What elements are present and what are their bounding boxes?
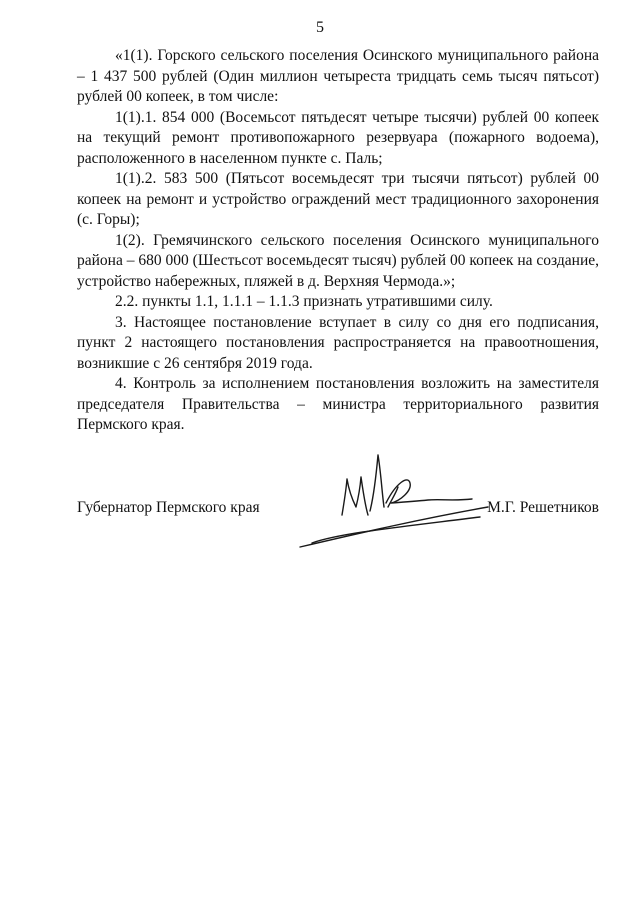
- page-number: 5: [316, 19, 324, 36]
- paragraph-item-1-1-1: 1(1).1. 854 000 (Восемьсот пятьдесят четыре тысячи) рублей 00 копеек на текущий ремонт противопожарного резервуара (пожарного водоема), расположенного в населенном пункте с. Паль;: [77, 108, 599, 167]
- paragraph-item-2-2: 2.2. пункты 1.1, 1.1.1 – 1.1.3 признать утратившими силу.: [115, 293, 493, 310]
- paragraph-gorskoe-settlement: «1(1). Горского сельского поселения Осинского муниципального района – 1 437 500 рублей (Один миллион четыреста тридцать семь тысяч пятьсот) рублей 00 копеек, в том числе:: [77, 47, 599, 105]
- governor-title: Губернатор Пермского края: [77, 499, 260, 516]
- governor-name: М.Г. Решетников: [487, 499, 599, 516]
- signature-block: [77, 445, 599, 565]
- paragraph-item-4: 4. Контроль за исполнением постановления возложить на заместителя председателя Правительства – министра территориального развития Пермского края.: [77, 375, 599, 433]
- paragraph-gremyachinskoe-settlement: 1(2). Гремячинского сельского поселения Осинского муниципального района – 680 000 (Шестьсот восемьдесят тысяч) рублей 00 копеек на создание, устройство набережных, пляжей в д. Верхняя Чермода.»;: [77, 231, 599, 290]
- paragraph-item-3: 3. Настоящее постановление вступает в силу со дня его подписания, пункт 2 настоящего постановления распространяется на правоотношения, возникшие с 26 сентября 2019 года.: [77, 313, 599, 372]
- handwritten-signature: [250, 445, 510, 555]
- paragraph-item-1-1-2: 1(1).2. 583 500 (Пятьсот восемьдесят три тысячи пятьсот) рублей 00 копеек на ремонт и устройство ограждений мест традиционного захоронения (с. Горы);: [77, 170, 599, 228]
- document-body: [77, 46, 599, 436]
